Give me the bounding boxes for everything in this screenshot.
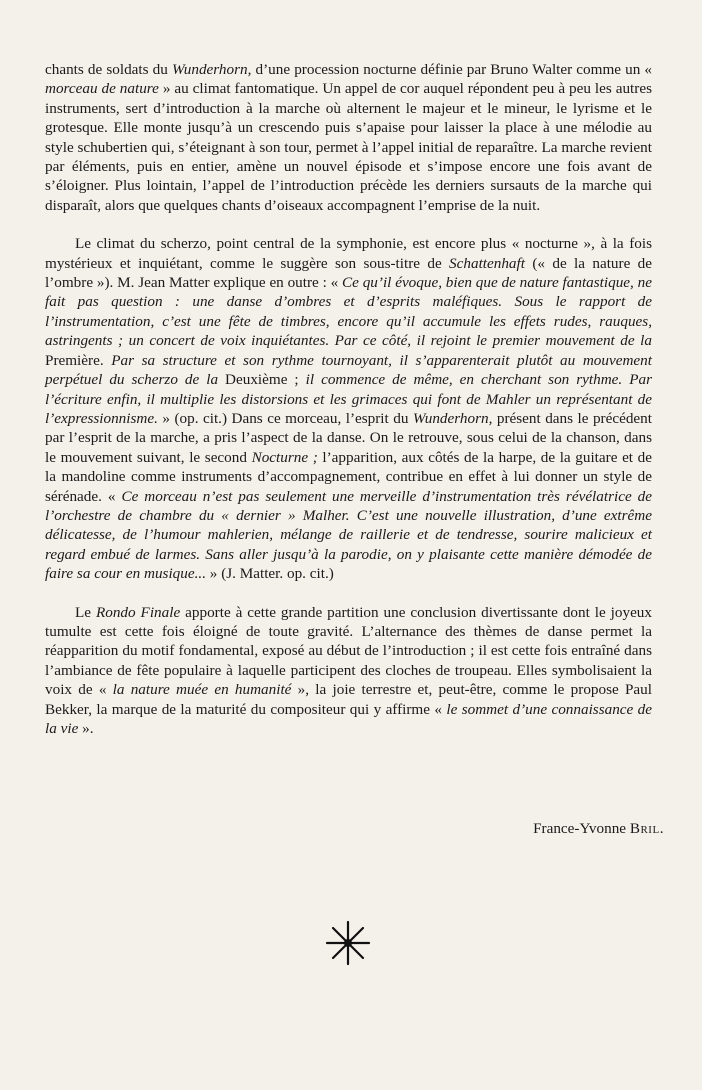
text-run: présent dans le précédent par l’esprit de la marche, a pris l’aspect de la danse. On le retrouve, sous celui de la chanson, dans le mouvement suivant, le second bbox=[45, 409, 652, 466]
text-run: chants de soldats du bbox=[45, 61, 172, 78]
text-run: Rondo Finale bbox=[95, 603, 181, 621]
text-run: (« de la nature de l’ombre »). M. Jean Matter explique en outre : « bbox=[45, 254, 652, 292]
text-run: ». bbox=[78, 720, 94, 737]
text-run: morceau de nature bbox=[45, 80, 159, 98]
text-run: Le bbox=[75, 603, 96, 621]
text-run: il commence de même, en cherchant son rythme. Par l’écriture enfin, il multiplie les distorsions et les grimaces qui font de Mahler un représentant de l’expressionnisme. bbox=[45, 371, 652, 427]
text-run: l’apparition, aux côtés de la harpe, de la guitare et de la mandoline comme instruments d’accompagnement, contribue en effet à lui donner un style de sérénade. « bbox=[45, 448, 652, 505]
text-run: », la joie terrestre et, peut-être, comme le propose Paul Bekker, la marque de la maturité du compositeur qui y affirme « bbox=[45, 681, 652, 718]
text-run: Wunderhorn, bbox=[412, 409, 493, 427]
author-signature bbox=[533, 820, 664, 838]
text-run: la nature muée en humanité bbox=[112, 681, 292, 699]
paragraph-march bbox=[45, 60, 652, 215]
text-run: Nocturne ; bbox=[251, 448, 318, 466]
text-run: Le climat du scherzo, point central de la symphonie, est encore plus « nocturne », à la fois mystérieux et inquiétant, comme le suggère son sous-titre de bbox=[45, 235, 652, 272]
text-run: apporte à cette grande partition une conclusion divertissante dont le joyeux tumulte est cette fois éloigné de toute gravité. L’alternance des thèmes de danse permet la réapparition du motif fondamental, exposé au début de l’introduction ; il est cette fois entraîné dans l’ambiance de fête populaire à laquelle participent des cloches de troupeau. Elles symbolisaient la voix de « bbox=[45, 603, 652, 699]
text-run: Deuxième ; bbox=[218, 371, 306, 389]
author-last-name: Bril. bbox=[629, 820, 664, 837]
text-run: Par sa structure et son rythme tournoyant, il s’apparenterait plutôt au mouvement perpétuel du scherzo de la bbox=[45, 351, 652, 389]
paragraph-rondo-finale bbox=[45, 603, 652, 739]
author-first-name: France-Yvonne bbox=[533, 820, 630, 837]
text-run: Ce morceau n’est pas seulement une merveille d’instrumentation très révélatrice de l’orchestre de chambre du « dernier » Malher. C’est une nouvelle illustration, d’une extrême délicatesse, de l’humour mahlerien, mélange de raillerie et de tendresse, sourire malicieux et regard embué de larmes. Sans aller jusqu’à la parodie, on y plaisante cette manière démodée de faire sa cour en musique... bbox=[45, 487, 652, 583]
text-run: Wunderhorn, bbox=[171, 61, 252, 78]
text-run: Première. bbox=[45, 351, 112, 369]
text-run: Schattenhaft bbox=[449, 254, 525, 272]
page-body bbox=[45, 60, 652, 738]
text-run: d’une procession nocturne définie par Bruno Walter comme un « bbox=[251, 61, 652, 78]
text-run: Ce qu’il évoque, bien que de nature fantastique, ne fait pas question : une danse d’ombres et d’esprits maléfiques. Sous le rapport de l’instrumentation, c’est une fête de timbres, encore qu’il accumule les effets rudes, rauques, astringents ; un concert de voix inquiétantes. Par ce côté, il rejoint le premier mouvement de la bbox=[45, 274, 652, 350]
paragraph-scherzo bbox=[45, 234, 652, 583]
asterisk-star-icon bbox=[325, 920, 371, 966]
text-run: » au climat fantomatique. Un appel de cor auquel répondent peu à peu les autres instruments, sert d’introduction à la marche où alternent le majeur et le mineur, le lyrisme et le grotesque. Elle monte jusqu’à un crescendo puis s’apaise pour laisser la place à une mélodie au style schubertien qui, s’éteignant à son tour, permet à l’appel initial de reparaître. La marche revient par éléments, puis en entier, amène un nouvel épisode et s’impose encore une fois avant de s’éloigner. Plus lointain, l’appel de l’introduction précède les derniers sursauts de la marche qui disparaît, alors que quelques chants d’oiseaux accompagnent l’emprise de la nuit. bbox=[45, 80, 652, 214]
text-run: » (op. cit.) Dans ce morceau, l’esprit du bbox=[157, 409, 413, 427]
text-run: » (J. Matter. op. cit.) bbox=[206, 565, 334, 583]
text-run: le sommet d’une connaissance de la vie bbox=[45, 700, 653, 737]
